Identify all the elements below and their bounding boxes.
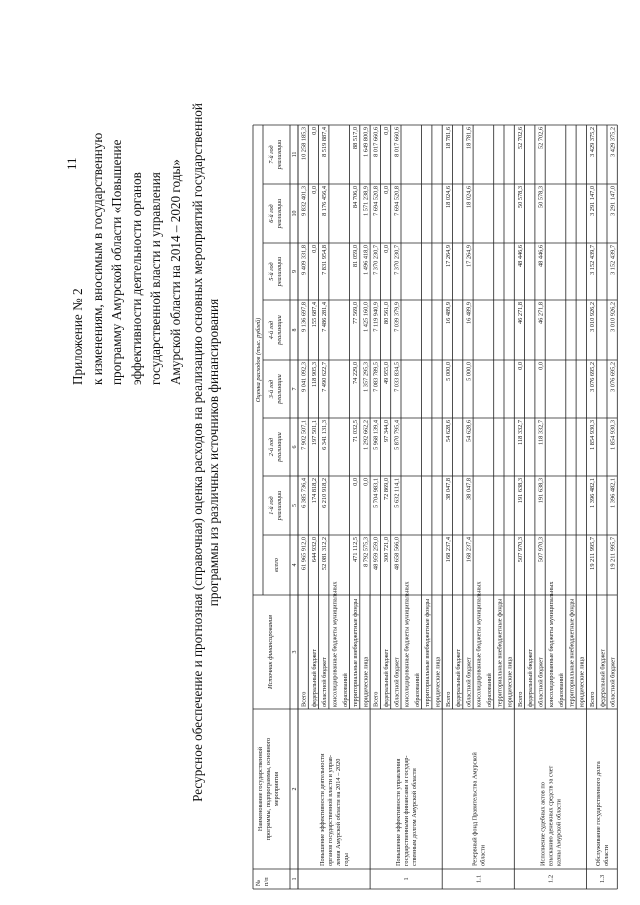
source-name: территориальные внебюджетные фонды bbox=[424, 598, 432, 707]
program-name: взысканию денежных средств за счет bbox=[547, 765, 555, 866]
value-cell: 8 176 456,4 bbox=[321, 186, 329, 216]
appendix-line: эффективности деятельности органов bbox=[128, 172, 144, 385]
page-number: 11 bbox=[64, 157, 79, 170]
program-name: казны Амурской области bbox=[555, 799, 563, 866]
value-cell: 48 658 566,0 bbox=[393, 537, 401, 571]
header-year: 6-й год bbox=[268, 204, 275, 223]
value-cell: 3 291 147,0 bbox=[589, 186, 596, 216]
value-cell: 6 341 131,3 bbox=[321, 420, 329, 450]
value-cell: 77 569,0 bbox=[352, 302, 360, 325]
appendix-line: к изменениям, вносимым в государственную bbox=[89, 132, 105, 385]
source-name: образований bbox=[413, 673, 421, 707]
column-number: 3 bbox=[292, 650, 298, 654]
value-cell: 7 490 622,7 bbox=[321, 362, 329, 392]
header-year: реализации bbox=[276, 374, 283, 404]
header-year: реализации bbox=[276, 490, 283, 521]
value-cell: 118 332,7 bbox=[516, 420, 524, 445]
value-cell: 118 905,3 bbox=[310, 362, 318, 387]
value-cell: 174 818,2 bbox=[310, 478, 318, 504]
value-cell: 0,0 bbox=[537, 362, 545, 370]
value-cell: 52 702,6 bbox=[516, 127, 524, 150]
source-name: консолидированные бюджеты муниципальных bbox=[547, 581, 555, 707]
source-name: Всего bbox=[300, 691, 308, 707]
value-cell: 1 649 800,9 bbox=[362, 127, 370, 157]
value-cell: 38 047,8 bbox=[444, 478, 452, 501]
value-cell: 0,0 bbox=[383, 245, 390, 253]
value-cell: 3 010 926,2 bbox=[609, 302, 617, 332]
source-name: консолидированные бюджеты муниципальных bbox=[331, 581, 339, 707]
value-cell: 3 429 375,2 bbox=[609, 127, 617, 157]
header-num: № bbox=[255, 879, 262, 886]
value-cell: 197 501,1 bbox=[310, 420, 318, 446]
value-cell: 5 632 114,1 bbox=[393, 478, 401, 508]
value-cell: 38 047,8 bbox=[465, 478, 473, 501]
value-cell: 7 694 520,8 bbox=[393, 186, 401, 216]
value-cell: 17 264,9 bbox=[465, 245, 473, 268]
value-cell: 300 721,0 bbox=[383, 537, 390, 563]
value-cell: 48 959 259,0 bbox=[372, 537, 380, 571]
source-name: консолидированные бюджеты муниципальных bbox=[475, 581, 483, 707]
value-cell: 52 702,6 bbox=[537, 127, 545, 150]
value-cell: 18 024,6 bbox=[444, 186, 452, 209]
value-cell: 7 831 954,8 bbox=[321, 245, 329, 275]
column-number: 9 bbox=[292, 270, 298, 273]
source-name: территориальные внебюджетные фонды bbox=[352, 598, 360, 707]
value-cell: 97 344,0 bbox=[383, 420, 390, 443]
row-number: 1.1 bbox=[475, 874, 483, 884]
header-total: всего bbox=[273, 558, 280, 572]
column-number: 6 bbox=[292, 445, 298, 449]
source-name: федеральный бюджет bbox=[455, 649, 463, 707]
value-cell: 0,0 bbox=[383, 127, 390, 135]
value-cell: 3 076 695,2 bbox=[589, 362, 596, 392]
value-cell: 1 854 930,3 bbox=[609, 420, 617, 450]
header-num: п/п bbox=[263, 877, 270, 886]
value-cell: 3 152 439,7 bbox=[589, 245, 596, 275]
value-cell: 71 032,5 bbox=[352, 420, 360, 443]
source-name: территориальные внебюджетные фонды bbox=[496, 598, 504, 707]
value-cell: 8 519 887,4 bbox=[321, 127, 329, 157]
source-name: федеральный бюджет bbox=[383, 649, 390, 707]
value-cell: 168 237,4 bbox=[444, 537, 452, 563]
value-cell: 1 854 930,3 bbox=[589, 420, 596, 450]
value-cell: 1 425 160,0 bbox=[362, 302, 370, 332]
program-name: ления Амурской области на 2014 – 2020 bbox=[335, 758, 343, 866]
program-name: Исполнение судебных актов по bbox=[539, 782, 547, 866]
source-name: Всего bbox=[589, 691, 596, 707]
value-cell: 7 486 281,4 bbox=[321, 302, 329, 332]
value-cell: 168 237,4 bbox=[465, 537, 473, 563]
value-cell: 5 870 795,4 bbox=[393, 420, 401, 450]
source-name: Всего bbox=[372, 691, 380, 707]
value-cell: 0,0 bbox=[383, 186, 390, 194]
value-cell: 1 292 662,2 bbox=[362, 420, 370, 450]
source-name: юридические лица bbox=[578, 656, 586, 707]
title-line: программы из различных источников финансирования bbox=[206, 298, 221, 607]
value-cell: 1 357 295,3 bbox=[362, 362, 370, 392]
source-name: областной бюджет bbox=[609, 657, 617, 707]
source-name: юридические лица bbox=[362, 656, 370, 707]
header-year: 4-й год bbox=[268, 320, 275, 340]
value-cell: 9 409 331,8 bbox=[300, 245, 308, 275]
header-year: 1-й год bbox=[268, 496, 275, 515]
value-cell: 3 010 926,2 bbox=[589, 302, 596, 332]
appendix-line: Амурской области на 2014 – 2020 годы» bbox=[167, 159, 183, 385]
value-cell: 1 496 418,0 bbox=[362, 245, 370, 275]
value-cell: 1 396 482,1 bbox=[609, 478, 617, 508]
value-cell: 8 017 660,6 bbox=[393, 127, 401, 157]
row-number: 1 bbox=[403, 877, 411, 881]
value-cell: 5 000,0 bbox=[465, 362, 473, 381]
appendix-line: Приложение № 2 bbox=[70, 288, 85, 385]
source-name: образований bbox=[486, 673, 493, 707]
source-name: образований bbox=[341, 673, 349, 707]
column-number: 5 bbox=[292, 504, 298, 507]
value-cell: 9 041 092,3 bbox=[300, 362, 308, 392]
value-cell: 8 792 575,3 bbox=[362, 537, 370, 567]
value-cell: 118 332,7 bbox=[537, 420, 545, 445]
value-cell: 7 039 379,9 bbox=[393, 302, 401, 332]
value-cell: 81 059,0 bbox=[352, 245, 360, 268]
value-cell: 80 561,0 bbox=[383, 302, 390, 325]
source-name: консолидированные бюджеты муниципальных bbox=[403, 581, 411, 707]
program-name: органов государственной власти и управ- bbox=[327, 755, 335, 866]
program-name: области bbox=[602, 844, 610, 866]
header-name: Наименование государственной bbox=[257, 746, 264, 832]
header-year: 7-й год bbox=[268, 145, 275, 164]
value-cell: 18 024,6 bbox=[465, 186, 473, 209]
value-cell: 48 446,6 bbox=[537, 245, 545, 268]
source-name: федеральный бюджет bbox=[599, 649, 607, 707]
program-name: области bbox=[479, 844, 487, 866]
value-cell: 191 638,3 bbox=[516, 478, 524, 504]
value-cell: 52 081 312,2 bbox=[321, 537, 329, 571]
program-name: годы bbox=[343, 853, 351, 866]
header-name: мероприятия bbox=[273, 771, 280, 807]
value-cell: 0,0 bbox=[310, 186, 318, 194]
value-cell: 49 955,0 bbox=[383, 362, 390, 385]
header-year: реализации bbox=[276, 432, 283, 462]
value-cell: 507 970,3 bbox=[537, 537, 545, 563]
program-name: Обслуживание государственного долга bbox=[594, 761, 602, 866]
row-number: 1.2 bbox=[547, 874, 555, 884]
header-name: программы, подпрограммы, основного bbox=[265, 737, 272, 841]
source-name: образований bbox=[558, 673, 566, 707]
value-cell: 507 970,3 bbox=[516, 537, 524, 563]
program-name: Резервный фонд Правительства Амурской bbox=[471, 752, 479, 866]
value-cell: 155 687,4 bbox=[310, 302, 318, 328]
value-cell: 6 385 736,4 bbox=[300, 478, 308, 508]
header-year: 2-й год bbox=[268, 437, 275, 457]
source-name: областной бюджет bbox=[393, 657, 401, 707]
value-cell: 61 965 912,0 bbox=[300, 537, 308, 571]
source-name: федеральный бюджет bbox=[527, 649, 535, 707]
header-year: реализации bbox=[276, 256, 283, 287]
value-cell: 54 628,6 bbox=[444, 420, 452, 443]
column-number: 11 bbox=[292, 151, 298, 158]
column-number: 7 bbox=[292, 387, 298, 391]
appendix-line: государственной власти и управления bbox=[148, 172, 164, 385]
value-cell: 0,0 bbox=[310, 127, 318, 135]
source-name: Всего bbox=[444, 691, 452, 707]
source-name: Всего bbox=[516, 691, 524, 707]
program-name: Повышение эффективности деятельности bbox=[319, 753, 327, 866]
value-cell: 7 370 230,7 bbox=[393, 245, 401, 275]
value-cell: 7 370 230,7 bbox=[372, 245, 380, 275]
value-cell: 6 210 918,2 bbox=[321, 478, 329, 508]
value-cell: 3 152 439,7 bbox=[609, 245, 617, 275]
value-cell: 0,0 bbox=[362, 478, 370, 486]
value-cell: 17 264,9 bbox=[444, 245, 452, 268]
program-name: Повышение эффективности управления bbox=[395, 758, 403, 866]
source-name: юридические лица bbox=[506, 656, 514, 707]
header-year: 5-й год bbox=[268, 262, 275, 281]
header-year: 3-й год bbox=[268, 379, 275, 399]
value-cell: 46 271,8 bbox=[516, 302, 524, 325]
column-number: 10 bbox=[292, 210, 298, 217]
value-cell: 84 706,0 bbox=[352, 186, 360, 209]
value-cell: 0,0 bbox=[352, 478, 360, 486]
value-cell: 191 638,3 bbox=[537, 478, 545, 504]
value-cell: 0,0 bbox=[516, 362, 524, 370]
value-cell: 16 489,9 bbox=[444, 302, 452, 325]
value-cell: 7 033 834,5 bbox=[393, 362, 401, 392]
value-cell: 18 781,6 bbox=[465, 127, 473, 150]
header-source: Источник финансирования bbox=[267, 614, 274, 690]
value-cell: 74 229,0 bbox=[352, 362, 360, 385]
value-cell: 1 571 238,9 bbox=[362, 186, 370, 216]
value-cell: 7 694 520,8 bbox=[372, 186, 380, 216]
program-name: ственным долгом Амурской области bbox=[411, 768, 419, 866]
value-cell: 7 119 940,9 bbox=[372, 302, 380, 332]
value-cell: 3 429 375,2 bbox=[589, 127, 596, 157]
value-cell: 471 112,5 bbox=[352, 537, 360, 562]
value-cell: 16 489,9 bbox=[465, 302, 473, 325]
value-cell: 50 578,3 bbox=[516, 186, 524, 209]
header-estimate: Оценка расходов (тыс. рублей) bbox=[255, 317, 262, 403]
value-cell: 9 136 697,8 bbox=[300, 302, 308, 332]
value-cell: 1 396 482,1 bbox=[589, 478, 596, 508]
value-cell: 7 902 507,1 bbox=[300, 420, 308, 450]
value-cell: 3 291 147,0 bbox=[609, 186, 617, 216]
value-cell: 5 968 139,4 bbox=[372, 420, 380, 450]
source-name: областной бюджет bbox=[321, 657, 329, 707]
appendix-line: программу Амурской области «Повышение bbox=[109, 139, 125, 385]
value-cell: 3 076 695,2 bbox=[609, 362, 617, 392]
value-cell: 19 211 995,7 bbox=[609, 537, 617, 570]
value-cell: 0,0 bbox=[310, 245, 318, 253]
source-name: федеральный бюджет bbox=[310, 649, 318, 707]
value-cell: 8 017 660,6 bbox=[372, 127, 380, 157]
value-cell: 46 271,8 bbox=[537, 302, 545, 325]
source-name: территориальные внебюджетные фонды bbox=[568, 598, 576, 707]
column-number: 1 bbox=[292, 877, 298, 881]
column-number: 4 bbox=[292, 563, 298, 567]
column-number: 8 bbox=[292, 328, 298, 332]
value-cell: 50 578,3 bbox=[537, 186, 545, 209]
value-cell: 48 446,6 bbox=[516, 245, 524, 268]
value-cell: 7 083 789,5 bbox=[372, 362, 380, 392]
value-cell: 88 517,0 bbox=[352, 127, 360, 150]
value-cell: 19 211 995,7 bbox=[589, 537, 596, 570]
source-name: областной бюджет bbox=[537, 657, 545, 707]
value-cell: 5 000,0 bbox=[444, 362, 452, 381]
title-line: Ресурсное обеспечение и прогнозная (справочная) оценка расходов на реализацию основных мероприятий государственной bbox=[190, 103, 205, 802]
value-cell: 9 832 401,3 bbox=[300, 186, 308, 216]
source-name: областной бюджет bbox=[465, 657, 473, 707]
header-year: реализации bbox=[276, 198, 283, 229]
value-cell: 18 781,6 bbox=[444, 127, 452, 150]
value-cell: 54 628,6 bbox=[465, 420, 473, 443]
value-cell: 10 258 185,3 bbox=[300, 127, 308, 161]
value-cell: 644 932,0 bbox=[310, 537, 318, 563]
header-year: реализации bbox=[276, 139, 283, 170]
program-name: государственными финансами и государ- bbox=[403, 755, 411, 866]
value-cell: 5 704 983,1 bbox=[372, 478, 380, 508]
value-cell: 72 869,0 bbox=[383, 478, 390, 501]
header-year: реализации bbox=[276, 315, 283, 345]
source-name: юридические лица bbox=[434, 656, 442, 707]
column-number: 2 bbox=[292, 787, 298, 791]
row-number: 1.3 bbox=[598, 874, 606, 884]
